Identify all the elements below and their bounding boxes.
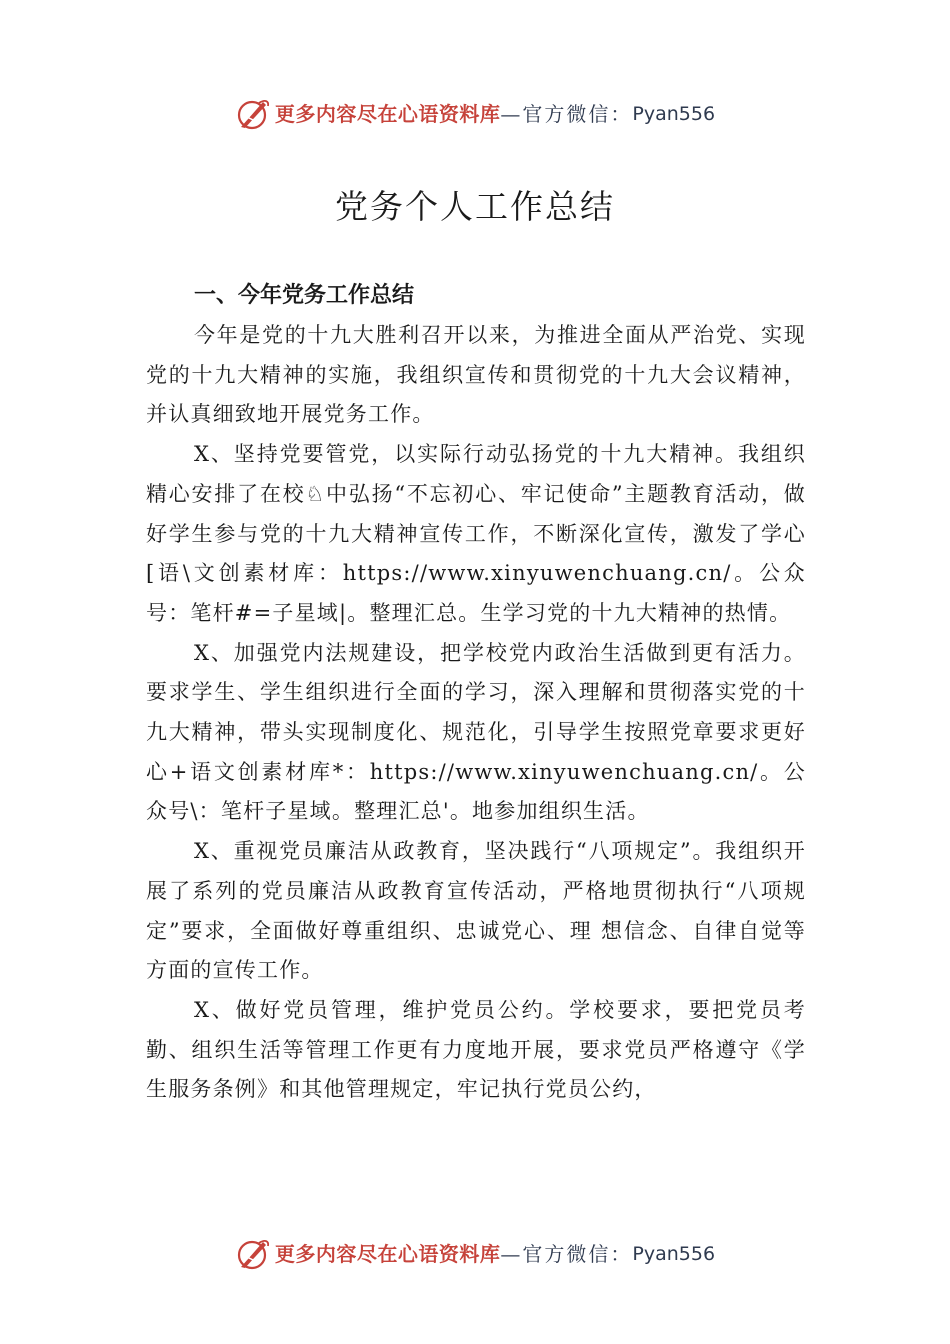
paragraph-2: X、坚持党要管党，以实际行动弘扬党的十九大精神。我组织精心安排了在校♘中弘扬“不忘初心、牢记使命”主题教育活动，做好学生参与党的十九大精神宣传工作，不断深化宣传，激发了学心[语\文创素材库：https://www.xinyuwenchuang.cn/。公众号：笔杆#=子星域|。整理汇总。生学习党的十九大精神的热情。	[146, 442, 806, 625]
footer-banner	[0, 1237, 950, 1271]
banner-separator: —官方微信：	[500, 1242, 633, 1266]
banner-separator: —官方微信：	[500, 102, 633, 126]
document-body	[146, 276, 806, 1110]
banner-main-text: 更多内容尽在心语资料库	[274, 1242, 501, 1266]
banner-main-text: 更多内容尽在心语资料库	[274, 102, 501, 126]
quill-pen-seal-logo	[235, 1237, 271, 1271]
paragraph-1: 今年是党的十九大胜利召开以来，为推进全面从严治党、实现党的十九大精神的实施，我组织宣传和贯彻党的十九大会议精神，并认真细致地开展党务工作。	[146, 323, 806, 427]
document-title: 党务个人工作总结	[335, 187, 615, 226]
paragraph-3: X、加强党内法规建设，把学校党内政治生活做到更有活力。要求学生、学生组织进行全面的学习，深入理解和贯彻落实党的十九大精神，带头实现制度化、规范化，引导学生按照党章要求更好心+语文创素材库*：https://www.xinyuwenchuang.cn/。公众号\：笔杆子星域。整理汇总'。地参加组织生活。	[146, 640, 806, 824]
paragraph-4: X、重视党员廉洁从政教育，坚决践行“八项规定”。我组织开展了系列的党员廉洁从政教育宣传活动，严格地贯彻执行“八项规定”要求，全面做好尊重组织、忠诚党心、理 想信念、自律自觉等方面的宣传工作。	[146, 839, 806, 983]
paragraph-5: X、做好党员管理，维护党员公约。学校要求，要把党员考勤、组织生活等管理工作更有力度地开展，要求党员严格遵守《学生服务条例》和其他管理规定，牢记执行党员公约，	[146, 997, 806, 1102]
banner-wechat-id: Pyan556	[632, 103, 716, 125]
banner-wechat-id: Pyan556	[632, 1243, 716, 1265]
quill-pen-seal-logo	[235, 97, 271, 131]
header-banner	[0, 97, 950, 131]
section-heading: 一、今年党务工作总结	[194, 283, 415, 308]
